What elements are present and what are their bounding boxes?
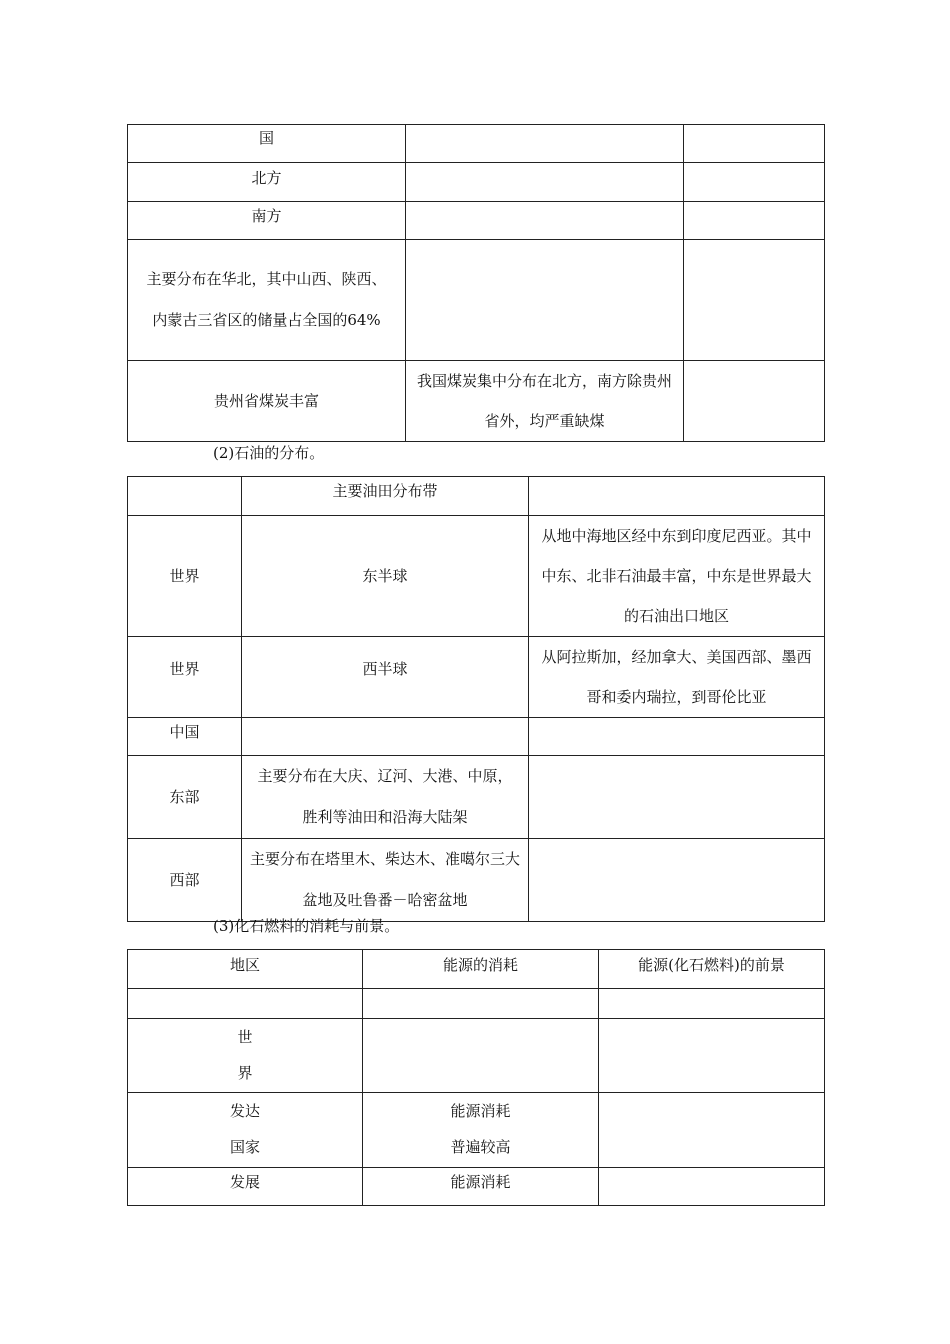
table-cell: 我国煤炭集中分布在北方，南方除贵州省外，均严重缺煤 xyxy=(406,361,684,442)
table-cell xyxy=(599,989,825,1019)
table-row xyxy=(128,1019,825,1093)
table-cell: 贵州省煤炭丰富 xyxy=(128,361,406,442)
table-cell xyxy=(406,163,684,202)
table-row xyxy=(128,163,825,202)
table-cell xyxy=(128,1093,363,1168)
table-row xyxy=(128,1093,825,1168)
consumption-developed: 能源消耗普遍较高 xyxy=(450,1102,511,1156)
region-developed-label: 发达国家 xyxy=(229,1102,260,1156)
table-cell: 从地中海地区经中东到印度尼西亚。其中中东、北非石油最丰富，中东是世界最大的石油出口地区 xyxy=(529,516,825,637)
table-cell xyxy=(684,202,825,240)
table-cell xyxy=(363,1019,599,1093)
table-cell xyxy=(599,1019,825,1093)
table-cell: 中国 xyxy=(128,718,242,756)
fuel-table xyxy=(127,949,825,1206)
table-cell: 东半球 xyxy=(242,516,529,637)
table-row xyxy=(128,477,825,516)
table-cell xyxy=(684,240,825,361)
table-row xyxy=(128,516,825,637)
table-cell: 世界 xyxy=(128,516,242,637)
table-cell xyxy=(529,839,825,922)
table-cell xyxy=(406,202,684,240)
table-header: 能源(化石燃料)的前景 xyxy=(599,950,825,989)
fuel-caption: (3)化石燃料的消耗与前景。 xyxy=(213,917,400,935)
table-cell xyxy=(599,1093,825,1168)
table-row xyxy=(128,240,825,361)
table-cell: 世界 xyxy=(128,637,242,718)
table-cell: 北方 xyxy=(128,163,406,202)
table-cell xyxy=(684,163,825,202)
table-cell xyxy=(128,477,242,516)
table-row xyxy=(128,756,825,839)
table-row xyxy=(128,989,825,1019)
table-header: 能源的消耗 xyxy=(363,950,599,989)
table-cell xyxy=(128,989,363,1019)
table-cell xyxy=(599,1168,825,1206)
table-cell: 主要分布在塔里木、柴达木、准噶尔三大盆地及吐鲁番－哈密盆地 xyxy=(242,839,529,922)
table-cell: 主要分布在大庆、辽河、大港、中原，胜利等油田和沿海大陆架 xyxy=(242,756,529,839)
table-row xyxy=(128,1168,825,1206)
table-cell xyxy=(363,989,599,1019)
table-cell xyxy=(684,125,825,163)
table-cell: 主要分布在华北，其中山西、陕西、内蒙古三省区的储量占全国的64% xyxy=(128,240,406,361)
table-cell xyxy=(529,477,825,516)
table-cell xyxy=(529,718,825,756)
table-cell xyxy=(406,240,684,361)
oil-caption: (2)石油的分布。 xyxy=(213,444,325,462)
coal-table xyxy=(127,124,825,442)
table-cell: 西半球 xyxy=(242,637,529,718)
table-row xyxy=(128,202,825,240)
table-row xyxy=(128,839,825,922)
table-row xyxy=(128,125,825,163)
table-cell xyxy=(529,756,825,839)
table-row xyxy=(128,637,825,718)
oil-table xyxy=(127,476,825,922)
table-cell: 国 xyxy=(128,125,406,163)
table-cell: 东部 xyxy=(128,756,242,839)
table-cell: 从阿拉斯加，经加拿大、美国西部、墨西哥和委内瑞拉，到哥伦比亚 xyxy=(529,637,825,718)
table-cell: 西部 xyxy=(128,839,242,922)
table-cell: 能源消耗 xyxy=(363,1168,599,1206)
table-header: 地区 xyxy=(128,950,363,989)
table-cell: 发展 xyxy=(128,1168,363,1206)
table-cell xyxy=(242,718,529,756)
table-row xyxy=(128,718,825,756)
table-header: 主要油田分布带 xyxy=(242,477,529,516)
table-cell xyxy=(406,125,684,163)
table-cell xyxy=(684,361,825,442)
table-row xyxy=(128,950,825,989)
table-cell xyxy=(363,1093,599,1168)
table-cell: 南方 xyxy=(128,202,406,240)
table-row xyxy=(128,361,825,442)
region-world-label: 世界 xyxy=(237,1028,253,1082)
table-cell xyxy=(128,1019,363,1093)
